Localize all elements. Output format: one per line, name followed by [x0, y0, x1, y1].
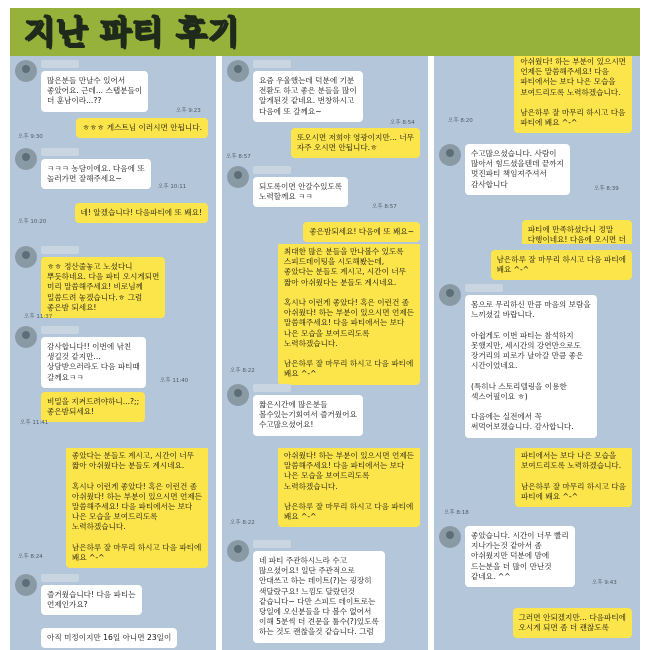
sender-name — [253, 384, 291, 392]
avatar[interactable] — [439, 144, 461, 166]
message-bubble-sent: 네! 알겠습니다! 다음파티에 또 봬요! — [75, 203, 208, 223]
message-bubble-sent: 남은하루 잘 마무리 하시고 다음 파티에 봬요 ^-^ — [491, 250, 632, 280]
chat-screenshot-5 — [222, 244, 428, 448]
screenshot-grid — [10, 56, 640, 650]
chat-screenshot-2 — [222, 56, 428, 244]
message-bubble-received: 아직 미정이지만 16일 아니면 23일이 — [41, 628, 177, 648]
message-time: 오후 8:24 — [18, 554, 43, 560]
message-bubble-received: ㅋㅋㅋ 농담이에요. 다음에 또 놀러가면 잘해주세요~ — [41, 159, 151, 189]
chat-screenshot-3 — [434, 56, 640, 244]
message-bubble-received: 감사합니다!! 이번에 낚친 생길것 같지만... 상담받으러라도 다음 파티때 갈께요ㅋㅋ — [41, 337, 146, 388]
chat-screenshot-1 — [10, 56, 216, 244]
message-bubble-sent: 좋은밤되세요! 다음에 또 봬요~ — [303, 222, 420, 242]
message-bubble-sent: 파티에 만족하셨다니 정말 다행이네요! 다음에 오시면 더 — [522, 220, 632, 244]
avatar[interactable] — [15, 574, 37, 596]
message-bubble-sent: 파티에서는 보다 나은 모습을 보여드리도록 노력하겠습니다. 남은하루 잘 마무리 하시고 다음 파티에 봬요 ^-^ — [515, 448, 632, 507]
message-bubble-received: 몸으로 무리하신 만큼 마음의 보람을 느끼셨길 바랍니다. 아쉽게도 이번 파티는 참석하지 못했지만, 세시간의 강연만으로도 장거리의 피로가 날아갈 만큼 좋은 시간이었네요. (특히나 스토리텔링을 이용한 섹스어필이요 ㅎ) 다음에는 실전에서 꼭 써먹어보겠습니다. 감사합니다. — [465, 295, 597, 438]
chat-screenshot-4 — [10, 244, 216, 448]
message-time: 오후 10:11 — [158, 184, 187, 190]
sender-name — [41, 246, 79, 254]
message-bubble-sent: 아쉬웠다! 하는 부분이 있으시면 언제든 말씀해주세요! 다음 파티에서는 보다 나은 모습을 보여드리도록 노력하겠습니다. 남은하루 잘 마무리 하시고 다음 파티에 봬요 ^-^ — [278, 448, 420, 527]
message-bubble-received: 네 파티 주관하시느라 수고 많으셨어요! 일단 주관적으로 안대쓰고 하는 데이트(?)는 굉장히 색달랐구요! 느낌도 달랐던것 같습니다~ 다만 스피드 데이트로는 당일에 오신분들을 다 볼수 없어서 이해 5분씩 더 견문을 툴수(?)있도록 하는 것도 괜찮을것 같습니다. 그럼 — [253, 551, 385, 643]
avatar[interactable] — [227, 60, 249, 82]
message-time: 오후 9:23 — [176, 108, 201, 114]
avatar[interactable] — [15, 60, 37, 82]
sender-name — [41, 148, 79, 156]
message-bubble-received: 되도록이면 안갈수있도록 노력할께요 ㅋㅋ — [253, 177, 348, 207]
message-time: 오후 9:30 — [18, 134, 43, 140]
message-bubble-received: 즐거웠습니다! 다음 파티는 언제인가요? — [41, 585, 142, 615]
avatar[interactable] — [227, 166, 249, 188]
message-bubble-received: 좋았습니다. 시간이 너무 빨리 지나가는것 같아서 좀 아쉬웠지만 덕분에 맘에 드는분을 더 많이 만난것 같네요. ^^ — [465, 526, 575, 587]
message-bubble-received: 요즘 우울했는데 덕분에 기분 전환도 하고 좋은 분들을 많이 알게된것 같네요. 번창하시고 다음에 또 갈께요~ — [253, 71, 363, 122]
message-bubble-sent: ㅎㅎ 정산줄놓고 노셨다니 뿌듯하네요. 다음 파티 오시게되면 미리 말씀해주세요! 비로님께 밀씀드려 놓겠습니다.ㅎ 그럼 좋은밤 되세요! — [41, 257, 165, 318]
message-bubble-sent: 좋았다는 분들도 계시고, 시간이 너무 짧아 아쉬웠다는 분들도 계시네요. 혹시나 이런게 좋았다! 혹은 이런건 좀 아쉬웠다! 하는 부분이 있으시면 언제든 말씀해주세요! 다음 파티에서는 보다 나은 모습을 보여드리도록 노력하겠습니다. 남은하루 잘 마무리 하시고 다음 파티에 봬요 ^-^ — [66, 448, 208, 568]
avatar[interactable] — [439, 526, 461, 548]
page-title: 지난 파티 후기 — [24, 13, 240, 51]
message-bubble-received: 수고많으셨습니다. 사람이 많아서 힘드셨을텐데 끝까지 멋진파티 책임져주셔서 감사합니다 — [465, 144, 570, 195]
message-bubble-sent: ㅎㅎㅎ 게스트님 이러시면 안됩니다. — [76, 118, 208, 138]
chat-screenshot-8 — [222, 448, 428, 650]
message-time: 오후 11:37 — [24, 314, 53, 320]
message-time: 오후 8:57 — [226, 154, 251, 160]
message-time: 오후 8:54 — [390, 120, 415, 126]
avatar[interactable] — [439, 284, 461, 306]
message-bubble-sent: 그러면 안되겠지만... 다음파티에 오시게 되면 좀 더 괜찮도록 — [513, 608, 632, 638]
sender-name — [465, 284, 503, 292]
message-time: 오후 8:39 — [594, 186, 619, 192]
sender-name — [253, 166, 291, 174]
chat-screenshot-9 — [434, 448, 640, 650]
chat-screenshot-6 — [434, 244, 640, 448]
sender-name — [41, 60, 79, 68]
sender-name — [253, 60, 291, 68]
message-bubble-sent: 최대한 많은 분들을 만나볼수 있도록 스피드데이팅을 시도해봤는데, 좋았다는 분들도 계시고, 시간이 너무 짧아 아쉬웠다는 분들도 계시네요. 혹시나 이런게 좋았다! 혹은 이런건 좀 아쉬웠다! 하는 부분이 있으시면 언제든 말씀해주세요! 다음 파티에서는 보다 나은 모습을 보여드리도록 노력하겠습니다. 남은하루 잘 마무리 하시고 다음 파티에 봬요 ^-^ — [278, 244, 420, 385]
sender-name — [41, 326, 79, 334]
avatar[interactable] — [227, 384, 249, 406]
message-bubble-received: 짧은시간에 많은분들 볼수있는기회여서 즐거웠어요 수고많으셨어요! — [253, 395, 363, 436]
message-time: 오후 8:22 — [230, 368, 255, 374]
chat-screenshot-7 — [10, 448, 216, 650]
message-bubble-received: 많은분들 만날수 있어서 좋았어요. 근데... 스탭분들이 더 훈남이라...?? — [41, 71, 148, 112]
page-header — [10, 8, 640, 56]
avatar[interactable] — [15, 148, 37, 170]
message-time: 오후 8:22 — [230, 520, 255, 526]
message-bubble-sent: 아쉬웠다! 하는 부분이 있으시면 언제든 말씀해주세요! 다음 파티에서는 보다 나은 모습을 보여드리도록 노력하겠습니다. 남은하루 잘 마무리 하시고 다음 파티에 봬요 ^-^ — [514, 56, 632, 133]
message-time: 오후 8:57 — [372, 204, 397, 210]
message-time: 오후 11:40 — [160, 378, 189, 384]
message-bubble-sent: 또오시면 저희야 영광이지만... 너무 자주 오시면 안됩니다.ㅎ — [291, 128, 420, 158]
message-time: 오후 9:43 — [592, 580, 617, 586]
avatar[interactable] — [15, 326, 37, 348]
message-time: 오후 8:18 — [444, 510, 469, 516]
message-bubble-sent: 비밀을 지켜드려야하니...?;; 좋은밤되세요! — [41, 392, 145, 422]
message-time: 오후 11:41 — [20, 420, 49, 426]
avatar[interactable] — [15, 246, 37, 268]
message-time: 오후 10:20 — [18, 219, 47, 225]
message-time: 오후 8:20 — [448, 118, 473, 124]
sender-name — [41, 574, 79, 582]
avatar[interactable] — [227, 540, 249, 562]
sender-name — [253, 540, 291, 548]
